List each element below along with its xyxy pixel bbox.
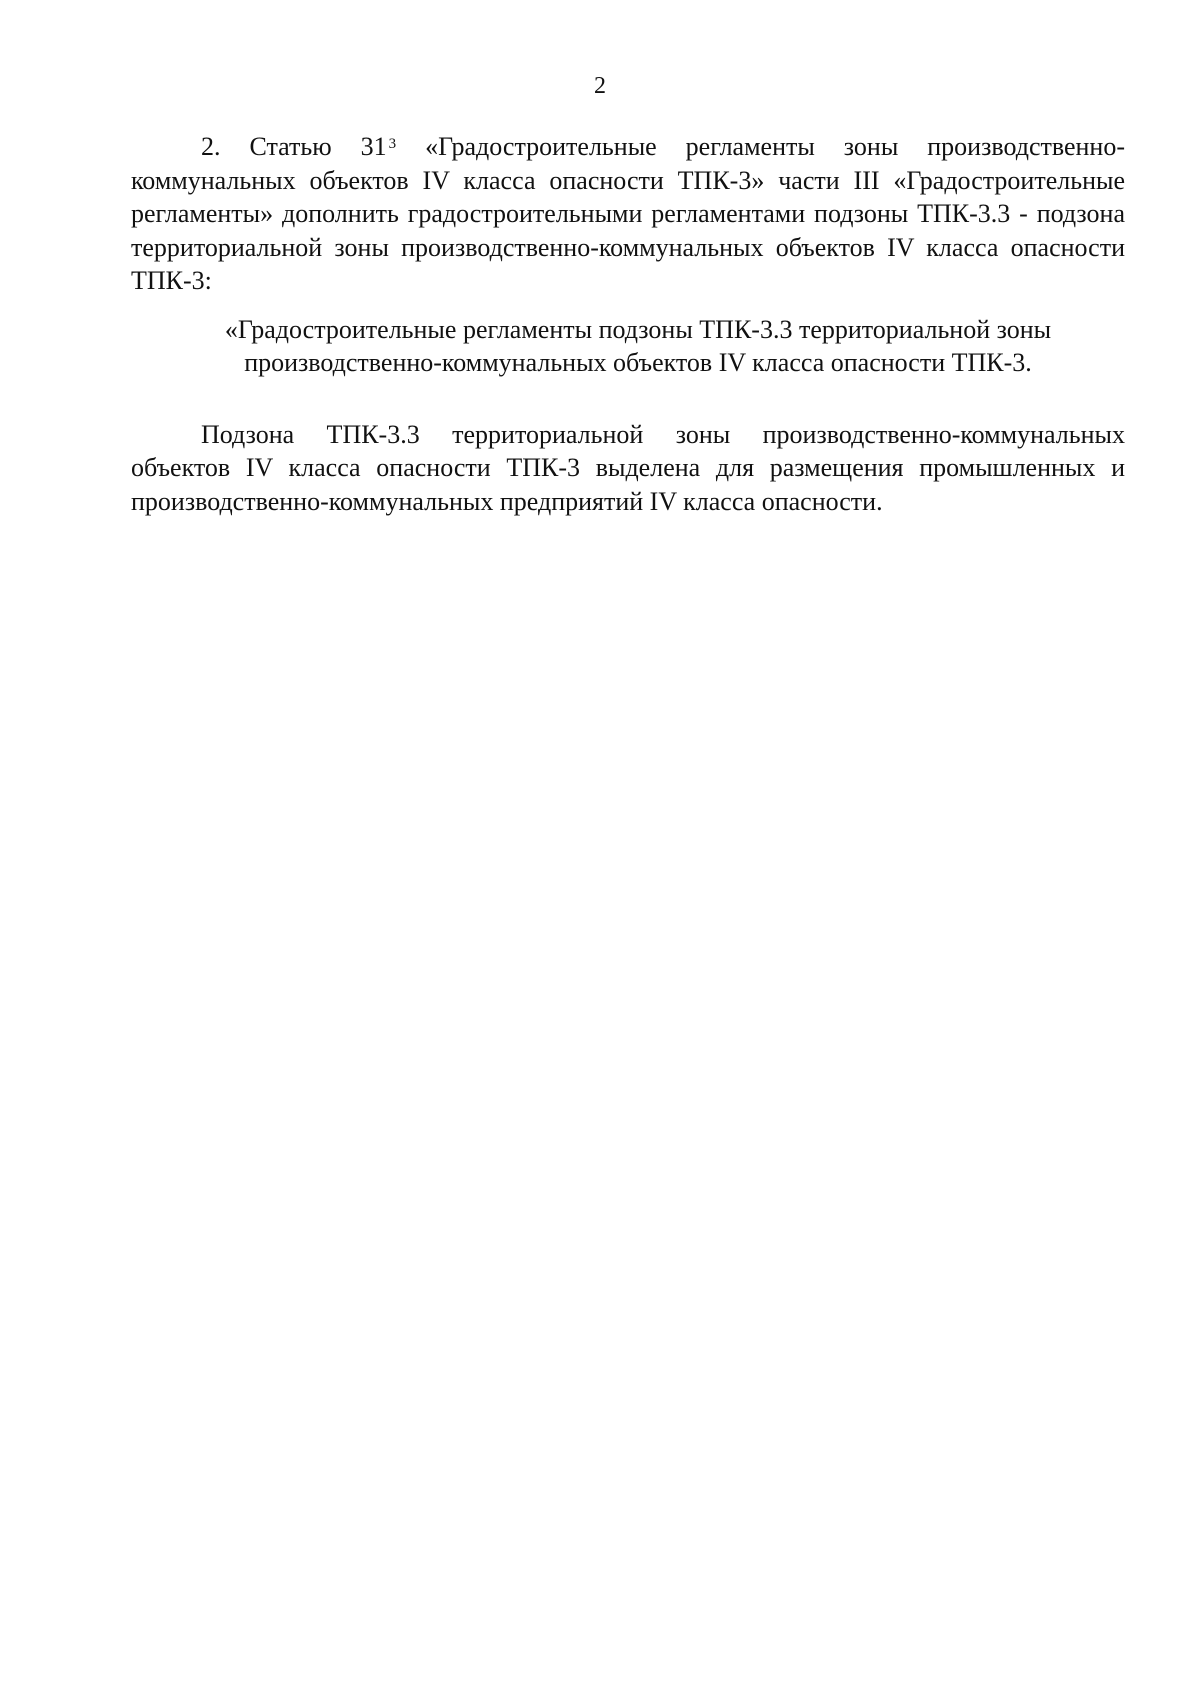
paragraph-amendment [131, 130, 1125, 298]
document-body [131, 130, 1125, 518]
page-number: 2 [594, 73, 606, 99]
paragraph-subzone-description: Подзона ТПК-3.3 территориальной зоны производственно-коммунальных объектов IV класса опасности ТПК-3 выделена для размещения промышленных и производственно-коммунальных предприятий IV класса опасности. [131, 419, 1125, 516]
article-superscript: 3 [388, 136, 397, 152]
paragraph-amendment-lead: 2. Статью 31 [201, 132, 387, 161]
paragraph-amendment-text: «Градостроительные регламенты зоны производственно-коммунальных объектов IV класса опасности ТПК-3» части III «Градостроительные регламенты» дополнить градостроительными регламентами подзоны ТПК-3.3 - подзона территориальной зоны производственно-коммунальных объектов IV класса опасности ТПК-3: [131, 132, 1125, 295]
section-heading: «Градостроительные регламенты подзоны ТПК-3.3 территориальной зоны производственно-коммунальных объектов IV класса опасности ТПК-3. [224, 314, 1052, 377]
